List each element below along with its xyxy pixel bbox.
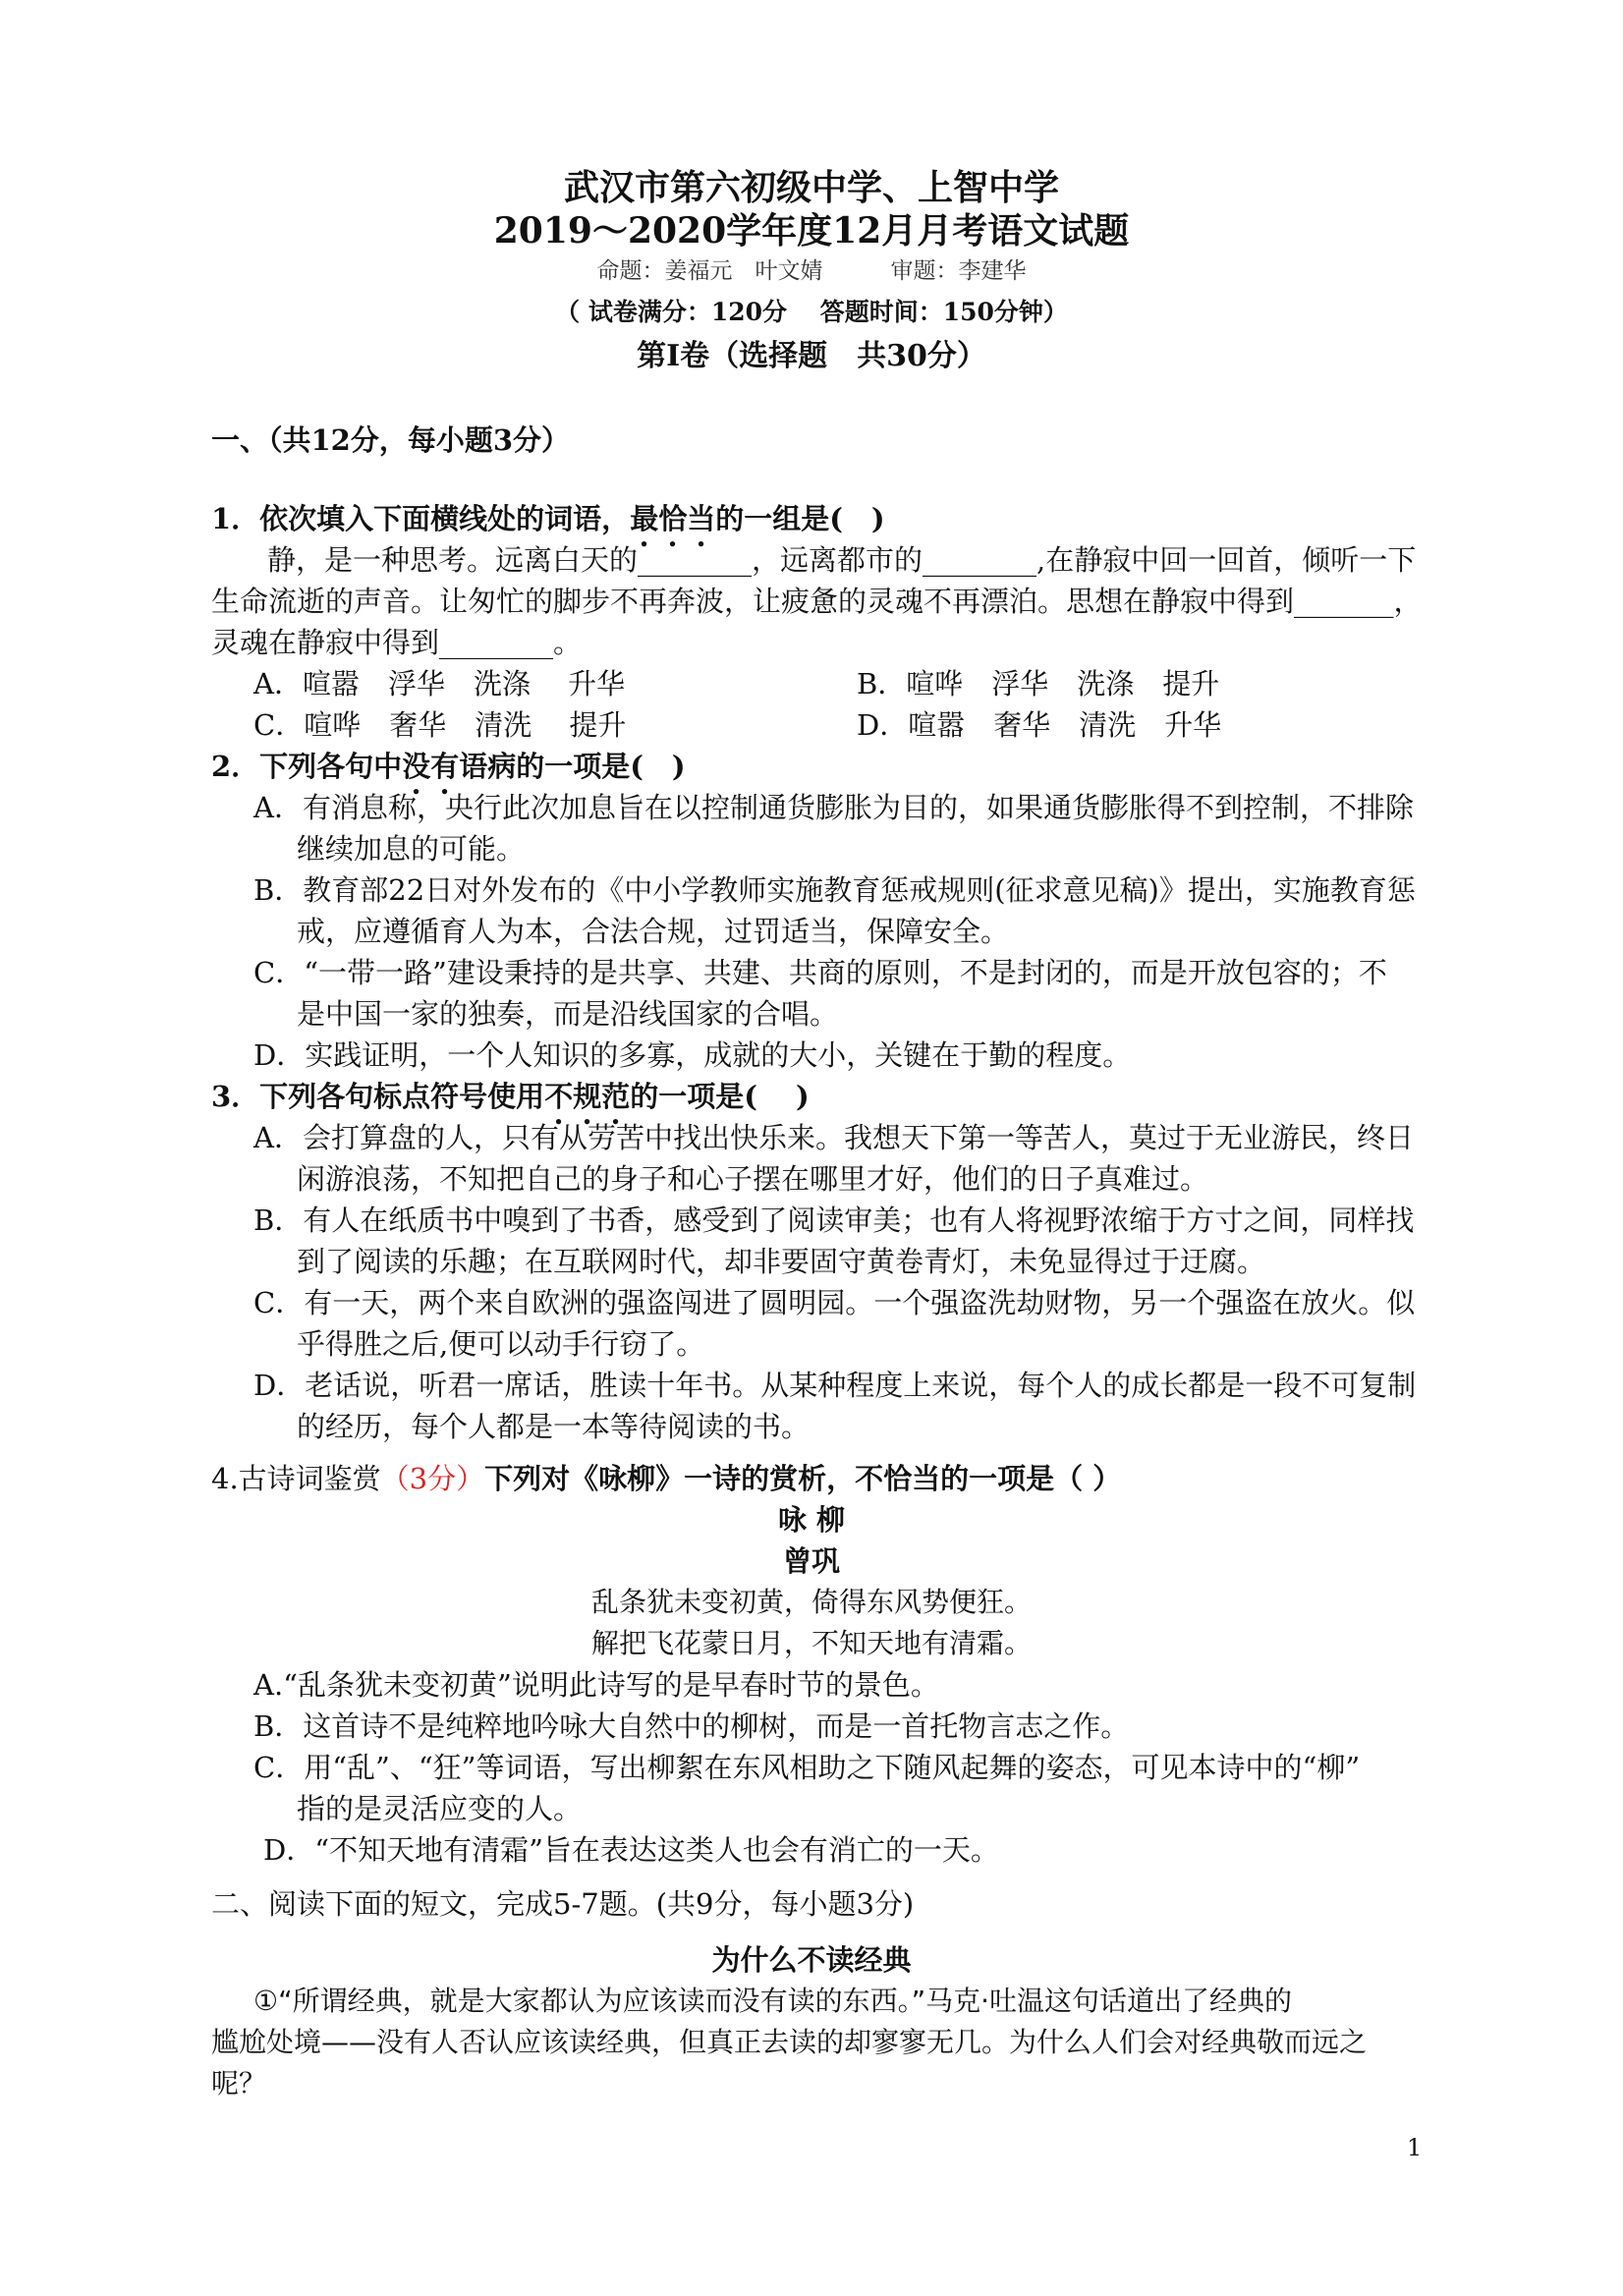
q4-option-line: B．这首诗不是纯粹地吟咏大自然中的柳树，而是一首托物言志之作。: [253, 1709, 1130, 1743]
exam-title-line1: 武汉市第六初级中学、上智中学: [563, 167, 1059, 208]
q1-passage-line: 静，是一种思考。远离白天的________，远离都市的________,在静寂中回一回首，倾听一下: [267, 543, 1417, 577]
q1-passage-line: 灵魂在静寂中得到________。: [211, 626, 583, 659]
q3-option-line: 的经历，每个人都是一本等待阅读的书。: [297, 1410, 811, 1443]
q3-stem-emphasis: 不规范: [544, 1080, 631, 1113]
q3-stem-b: 的一项是( ): [630, 1080, 810, 1113]
q1-passage-line: 生命流逝的声音。让匆忙的脚步不再奔波，让疲惫的灵魂不再漂泊。思想在静寂中得到_______，: [211, 585, 1423, 618]
q2-option-line: 是中国一家的独奏，而是沿线国家的合唱。: [297, 997, 839, 1031]
q3-stem-a: 3．下列各句标点符号使用: [211, 1080, 545, 1113]
q2-option-line: 戒，应遵循育人为本，合法合规，过罚适当，保障安全。: [297, 915, 1010, 948]
q1-stem-emphasis: 最恰当: [630, 502, 716, 535]
q3-option-line: 乎得胜之后,便可以动手行窃了。: [297, 1327, 705, 1361]
q2-option-line: C．“一带一路”建设秉持的是共享、共建、共商的原则，不是封闭的，而是开放包容的；不: [253, 956, 1387, 989]
q1-stem-b: 的一组是( ): [715, 502, 885, 535]
exam-title-line2: 2019～2020学年度12月月考语文试题: [493, 210, 1130, 252]
part-title: 第Ⅰ卷（选择题 共30分）: [637, 339, 986, 373]
poem-title: 咏 柳: [777, 1503, 846, 1537]
article-title: 为什么不读经典: [711, 1943, 912, 1977]
article-paragraph-line: ①“所谓经典，就是大家都认为应该读而没有读的东西。”马克·吐温这句话道出了经典的: [253, 1985, 1293, 2017]
q3-option-line: 到了阅读的乐趣；在互联网时代，却非要固守黄卷青灯，未免显得过于迂腐。: [297, 1245, 1266, 1278]
q3-option-line: 闲游浪荡，不知把自己的身子和心子摆在哪里才好，他们的日子真难过。: [297, 1162, 1209, 1196]
section1-heading: 一、（共12分，每小题3分）: [211, 423, 571, 457]
q4-stem: [211, 1459, 1121, 1498]
q4-prefix: 4.古诗词鉴赏: [211, 1462, 381, 1495]
q2-stem-b: 语病的一项是( ): [459, 750, 686, 783]
q3-option-line: D．老话说，听君一席话，胜读十年书。从某种程度上来说，每个人的成长都是一段不可复制: [253, 1369, 1417, 1402]
q1-option-a: A．喧嚣 浮华 洗涤 升华: [253, 667, 626, 700]
q2-stem-emphasis: 没有: [402, 750, 460, 783]
q2-option-line: B．教育部22日对外发布的《中小学教师实施教育惩戒规则(征求意见稿)》提出，实施教育惩: [253, 873, 1416, 907]
q4-option-line: 指的是灵活应变的人。: [297, 1792, 583, 1825]
section2-heading: 二、阅读下面的短文，完成5-7题。(共9分，每小题3分): [211, 1887, 915, 1921]
q2-option-line: A．有消息称，央行此次加息旨在以控制通货膨胀为目的，如果通货膨胀得不到控制，不排除: [253, 791, 1414, 824]
q2-stem-a: 2．下列各句中: [211, 750, 403, 783]
q4-option-line: D．“不知天地有清霜”旨在表达这类人也会有消亡的一天。: [263, 1833, 999, 1867]
q1-option-c: C．喧哗 奢华 清洗 提升: [253, 708, 627, 742]
article-paragraph-line: 尴尬处境——没有人否认应该读经典，但真正去读的却寥寥无几。为什么人们会对经典敬而远之: [211, 2026, 1368, 2058]
poem-line: 乱条犹未变初黄，倚得东风势便狂。: [590, 1586, 1032, 1618]
exam-authors: 命题：姜福元 叶文婧 审题：李建华: [596, 258, 1027, 284]
page-number: 1: [1407, 2134, 1423, 2161]
q2-option-line: 继续加息的可能。: [297, 832, 526, 866]
q4-option-line: C．用“乱”、“狂”等词语，写出柳絮在东风相助之下随风起舞的姿态，可见本诗中的“柳”: [253, 1751, 1361, 1784]
q4-stem-text: 下列对《咏柳》一诗的赏析，不恰当的一项是（ ）: [484, 1462, 1122, 1495]
q1-option-b: B．喧哗 浮华 洗涤 提升: [857, 667, 1220, 700]
poem-author: 曾巩: [782, 1544, 840, 1578]
q3-option-line: B．有人在纸质书中嗅到了书香，感受到了阅读审美；也有人将视野浓缩于方寸之间，同样找: [253, 1204, 1415, 1237]
q1-option-d: D．喧嚣 奢华 清洗 升华: [857, 708, 1222, 742]
q3-option-line: C．有一天，两个来自欧洲的强盗闯进了圆明园。一个强盗洗劫财物，另一个强盗在放火。似: [253, 1286, 1416, 1319]
poem-line: 解把飞花蒙日月，不知天地有清霜。: [590, 1627, 1032, 1659]
q1-stem-a: 1．依次填入下面横线处的词语，: [211, 502, 631, 535]
q2-option-line: D．实践证明，一个人知识的多寡，成就的大小，关键在于勤的程度。: [253, 1038, 1132, 1072]
q4-score: （3分）: [380, 1462, 485, 1495]
q3-option-line: A．会打算盘的人，只有从劳苦中找出快乐来。我想天下第一等苦人，莫过于无业游民，终日: [253, 1121, 1414, 1154]
article-paragraph-line: 呢？: [211, 2067, 267, 2100]
exam-info: （ 试卷满分：120分 答题时间：150分钟）: [555, 298, 1068, 326]
q4-option-line: A.“乱条犹未变初黄”说明此诗写的是早春时节的景色。: [253, 1668, 939, 1702]
